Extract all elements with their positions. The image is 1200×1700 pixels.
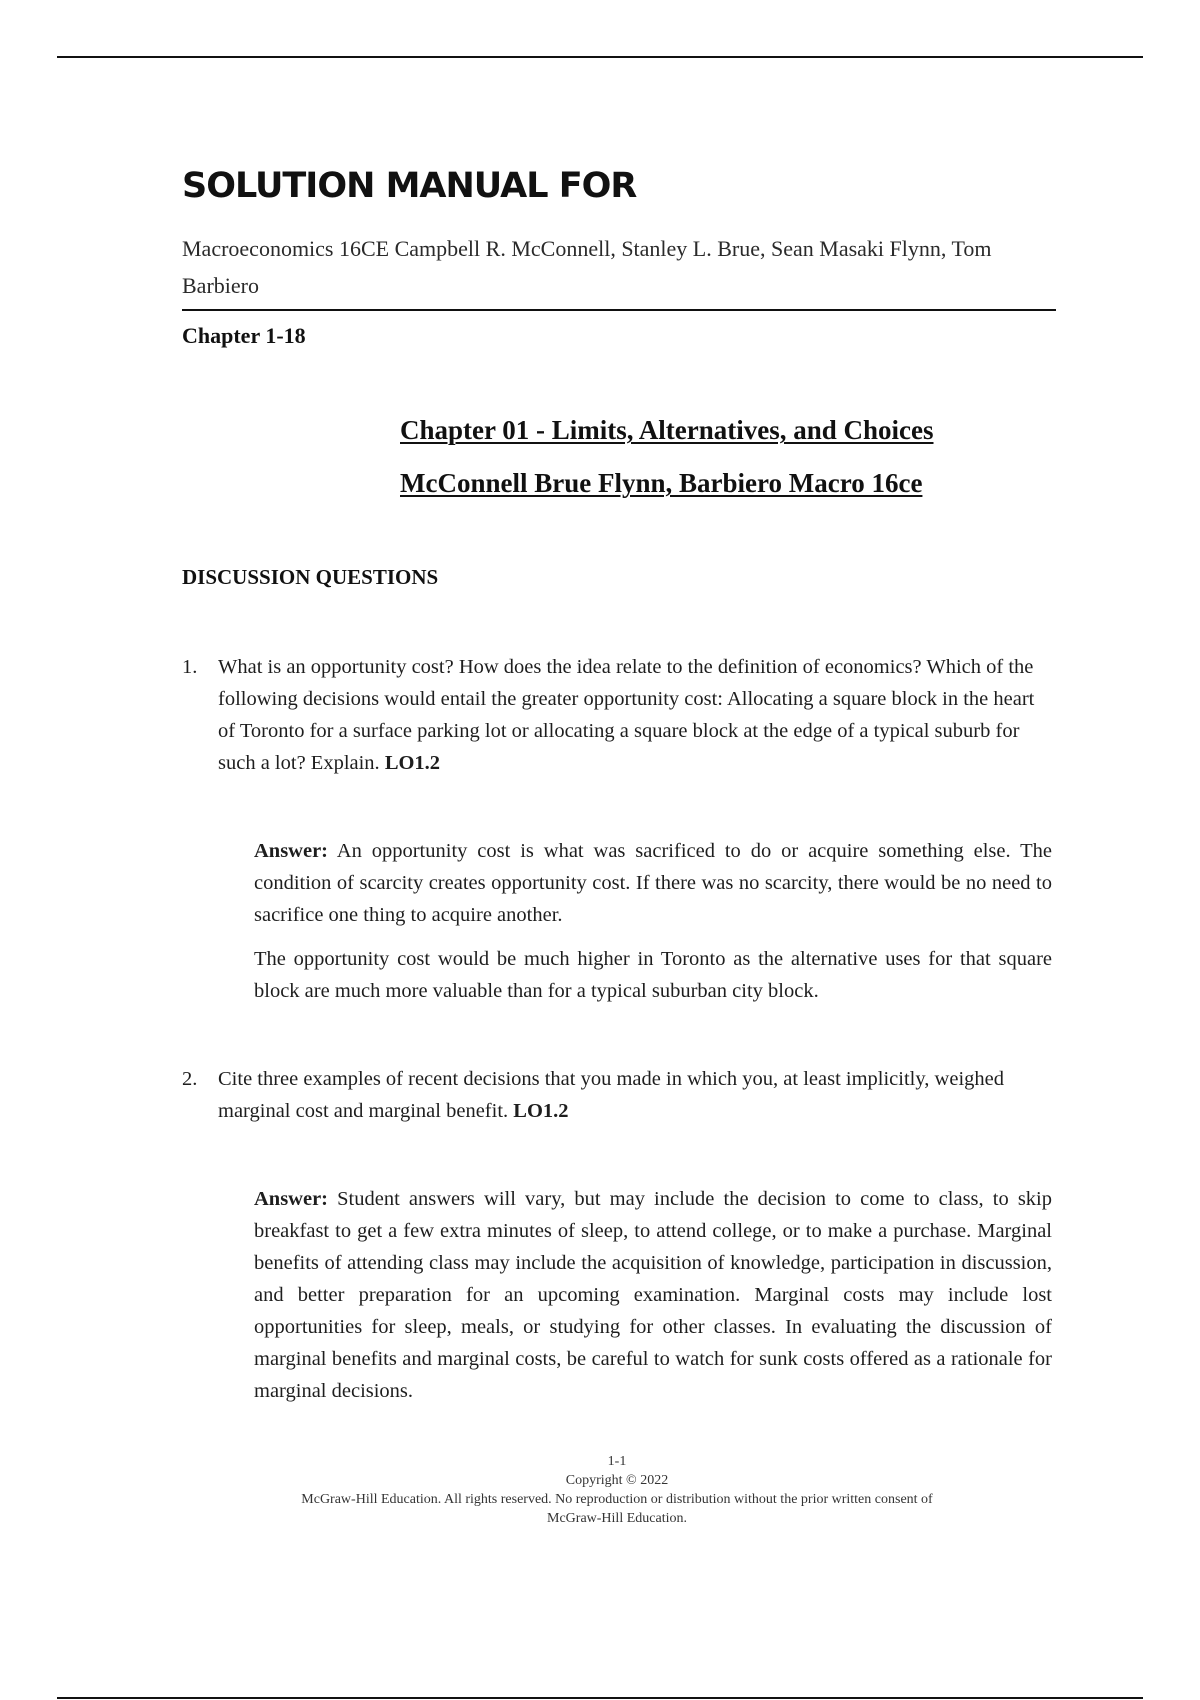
chapter-range: Chapter 1-18: [182, 323, 306, 348]
question-text: What is an opportunity cost? How does the idea relate to the definition of economics? Which of the following decisions would entail the greater opportunity cost: Allocating a square block in the heart of Toronto for a surface parking lot or allocating a square block at the edge of a typical suburb for such a lot? Explain.: [218, 656, 1035, 774]
page-number: 1-1: [607, 1454, 627, 1469]
question-1: [182, 651, 1052, 779]
answer-1: [254, 835, 1052, 1019]
answer-text: Student answers will vary, but may include the decision to come to class, to skip breakfast to get a few extra minutes of sleep, to attend college, or to make a purchase. Marginal benefits of attending class may include the acquisition of knowledge, participation in discussion, and better preparation for an upcoming examination. Marginal costs may include lost opportunities for sleep, meals, or studying for other classes. In evaluating the discussion of marginal benefits and marginal costs, be careful to watch for sunk costs offered as a rationale for marginal decisions.: [254, 1188, 1052, 1402]
question-text-block: [218, 651, 1052, 779]
question-text-block: [218, 1063, 1052, 1127]
document-title: SOLUTION MANUAL FOR: [182, 166, 637, 206]
answer-label: Answer:: [254, 840, 329, 862]
answer-paragraph: [254, 835, 1052, 931]
question-number: 1.: [182, 656, 198, 678]
question-number: 2.: [182, 1068, 198, 1090]
chapter-subheading: McConnell Brue Flynn, Barbiero Macro 16ce: [400, 468, 923, 498]
answer-2: [254, 1183, 1052, 1419]
book-info: Macroeconomics 16CE Campbell R. McConnell, Stanley L. Brue, Sean Masaki Flynn, Tom Barbiero: [182, 236, 992, 298]
answer-paragraph: [254, 1183, 1052, 1407]
page-footer: [182, 1452, 1052, 1528]
header-divider: [182, 309, 1056, 311]
bottom-page-rule: [57, 1697, 1143, 1699]
learning-objective: LO1.2: [513, 1100, 569, 1122]
copyright: Copyright © 2022: [565, 1473, 669, 1488]
top-page-rule: [57, 56, 1143, 58]
answer-text: An opportunity cost is what was sacrificed to do or acquire something else. The condition of scarcity creates opportunity cost. If there was no scarcity, there would be no need to sacrifice one thing to acquire another.: [254, 840, 1052, 926]
rights-line: McGraw-Hill Education. All rights reserved. No reproduction or distribution without the prior written consent of: [301, 1492, 933, 1507]
learning-objective: LO1.2: [384, 752, 441, 774]
question-2: [182, 1063, 1052, 1127]
answer-paragraph: The opportunity cost would be much higher in Toronto as the alternative uses for that square block are much more valuable than for a typical suburban city block.: [254, 948, 1052, 1002]
chapter-heading: Chapter 01 - Limits, Alternatives, and Choices: [400, 415, 934, 445]
rights-line: McGraw-Hill Education.: [547, 1511, 687, 1526]
question-text: Cite three examples of recent decisions that you made in which you, at least implicitly, weighed marginal cost and marginal benefit.: [218, 1068, 1004, 1122]
section-label: DISCUSSION QUESTIONS: [182, 565, 439, 589]
answer-label: Answer:: [254, 1188, 329, 1210]
